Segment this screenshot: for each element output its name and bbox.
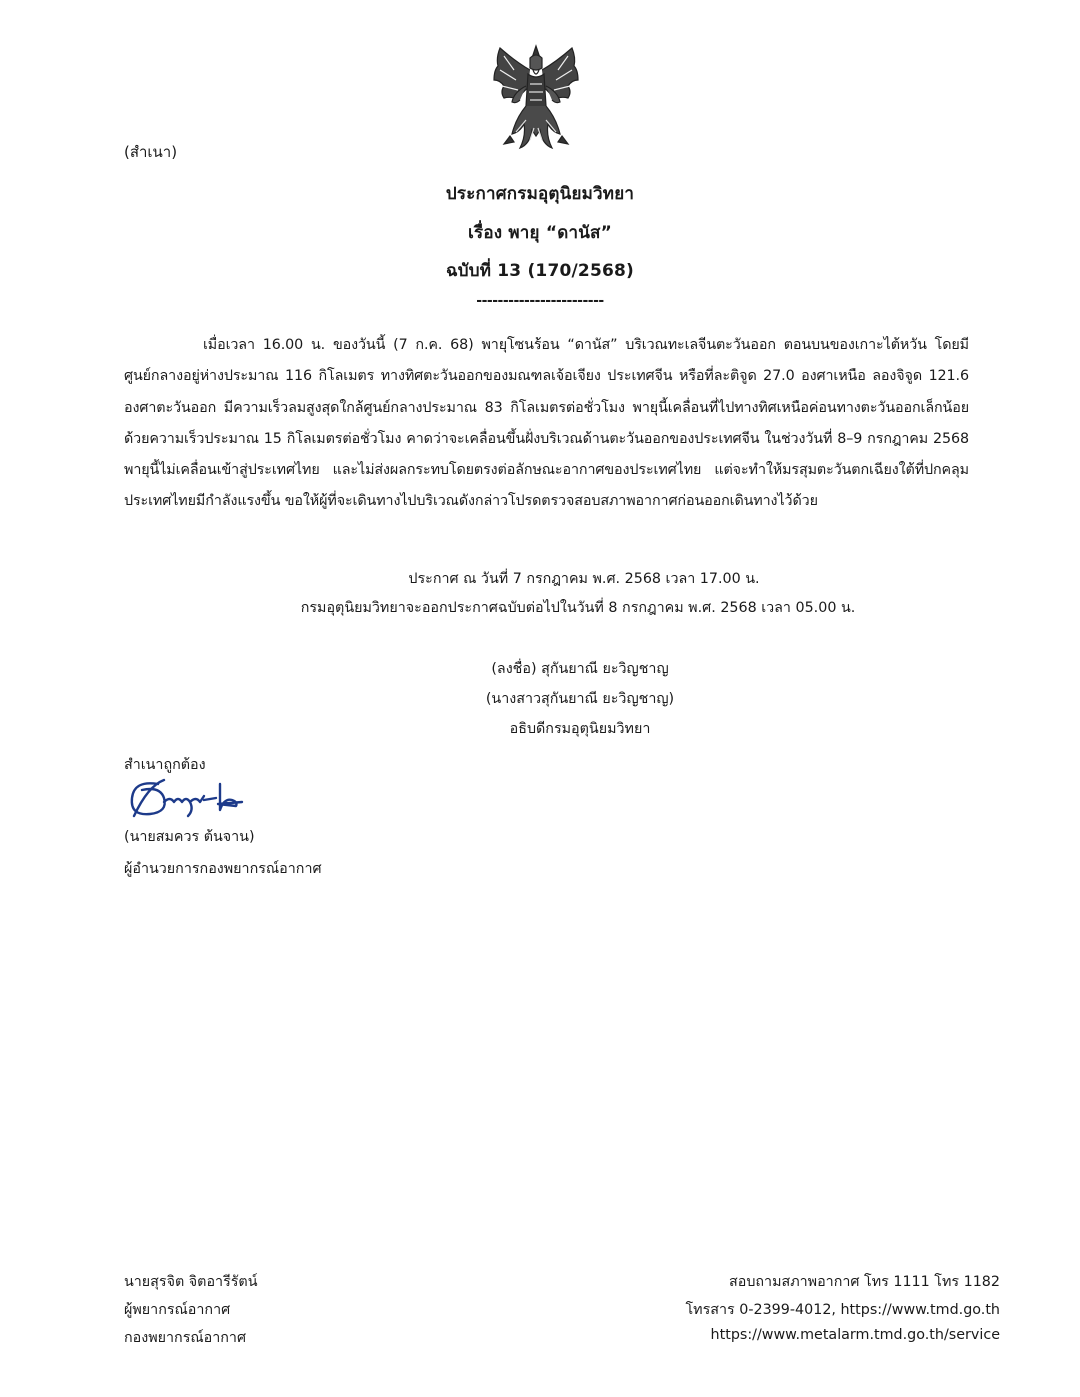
announcement-issue: ฉบับที่ 13 (170/2568) bbox=[445, 261, 634, 281]
garuda-emblem-icon bbox=[486, 40, 586, 156]
copy-mark: (สำเนา) bbox=[124, 143, 178, 161]
signed-line: (ลงชื่อ) สุกันยาณี ยะวิญชาญ bbox=[491, 661, 669, 677]
service-link[interactable]: https://www.metalarm.tmd.go.th/service bbox=[710, 1327, 1000, 1343]
signatory-position: อธิบดีกรมอุตุนิยมวิทยา bbox=[509, 721, 651, 737]
forecaster-role: ผู้พยากรณ์อากาศ bbox=[124, 1302, 231, 1318]
contact-phone: สอบถามสภาพอากาศ โทร 1111 โทร 1182 bbox=[729, 1274, 1000, 1290]
announcement-body: เมื่อเวลา 16.00 น. ของวันนี้ (7 ก.ค. 68) พายุโซนร้อน “ดานัส” บริเวณทะเลจีนตะวันออก ตอนบนของเกาะไต้หวัน โดยมีศูนย์กลางอยู่ห่างประมาณ 116 กิโลเมตร ทางทิศตะวันออกของมณฑลเจ้อเจียง ประเทศจีน หรือที่ละติจูด 27.0 องศาเหนือ ลองจิจูด 121.6 องศาตะวันออก มีความเร็วลมสูงสุดใกล้ศูนย์กลางประมาณ 83 กิโลเมตรต่อชั่วโมง พายุนี้เคลื่อนที่ไปทางทิศเหนือค่อนทางตะวันออกเล็กน้อย ด้วยความเร็วประมาณ 15 กิโลเมตรต่อชั่วโมง คาดว่าจะเคลื่อนขึ้นฝั่งบริเวณด้านตะวันออกของประเทศจีน ในช่วงวันที่ 8–9 กรกฎาคม 2568 พายุนี้ไม่เคลื่อนเข้าสู่ประเทศไทย และไม่ส่งผลกระทบโดยตรงต่อลักษณะอากาศของประเทศไทย แต่จะทำให้มรสุมตะวันตกเฉียงใต้ที่ปกคลุมประเทศไทยมีกำลังแรงขึ้น ขอให้ผู้ที่จะเดินทางไปบริเวณดังกล่าวโปรดตรวจสอบสภาพอากาศก่อนออกเดินทางไว้ด้วย bbox=[124, 337, 969, 510]
certified-copy-label: สำเนาถูกต้อง bbox=[124, 757, 206, 773]
announcement-subject: เรื่อง พายุ “ดานัส” bbox=[468, 223, 612, 243]
handwritten-signature bbox=[124, 776, 244, 822]
announcement-title: ประกาศกรมอุตุนิยมวิทยา bbox=[445, 184, 635, 204]
certifier-name: (นายสมควร ต้นจาน) bbox=[124, 829, 255, 845]
forecaster-division: กองพยากรณ์อากาศ bbox=[124, 1330, 247, 1346]
contact-fax-website: โทรสาร 0-2399-4012, https://www.tmd.go.th bbox=[685, 1302, 1000, 1318]
forecaster-name: นายสุรจิต จิตอารีรัตน์ bbox=[124, 1274, 258, 1290]
signatory-name: (นางสาวสุกันยาณี ยะวิญชาญ) bbox=[485, 691, 675, 707]
next-issue-note: กรมอุตุนิยมวิทยาจะออกประกาศฉบับต่อไปในวันที่ 8 กรกฎาคม พ.ศ. 2568 เวลา 05.00 น. bbox=[300, 600, 856, 616]
certifier-position: ผู้อำนวยการกองพยากรณ์อากาศ bbox=[124, 861, 322, 877]
issued-datetime: ประกาศ ณ วันที่ 7 กรกฎาคม พ.ศ. 2568 เวลา 17.00 น. bbox=[408, 571, 760, 587]
title-separator: ------------------------ bbox=[476, 293, 604, 309]
